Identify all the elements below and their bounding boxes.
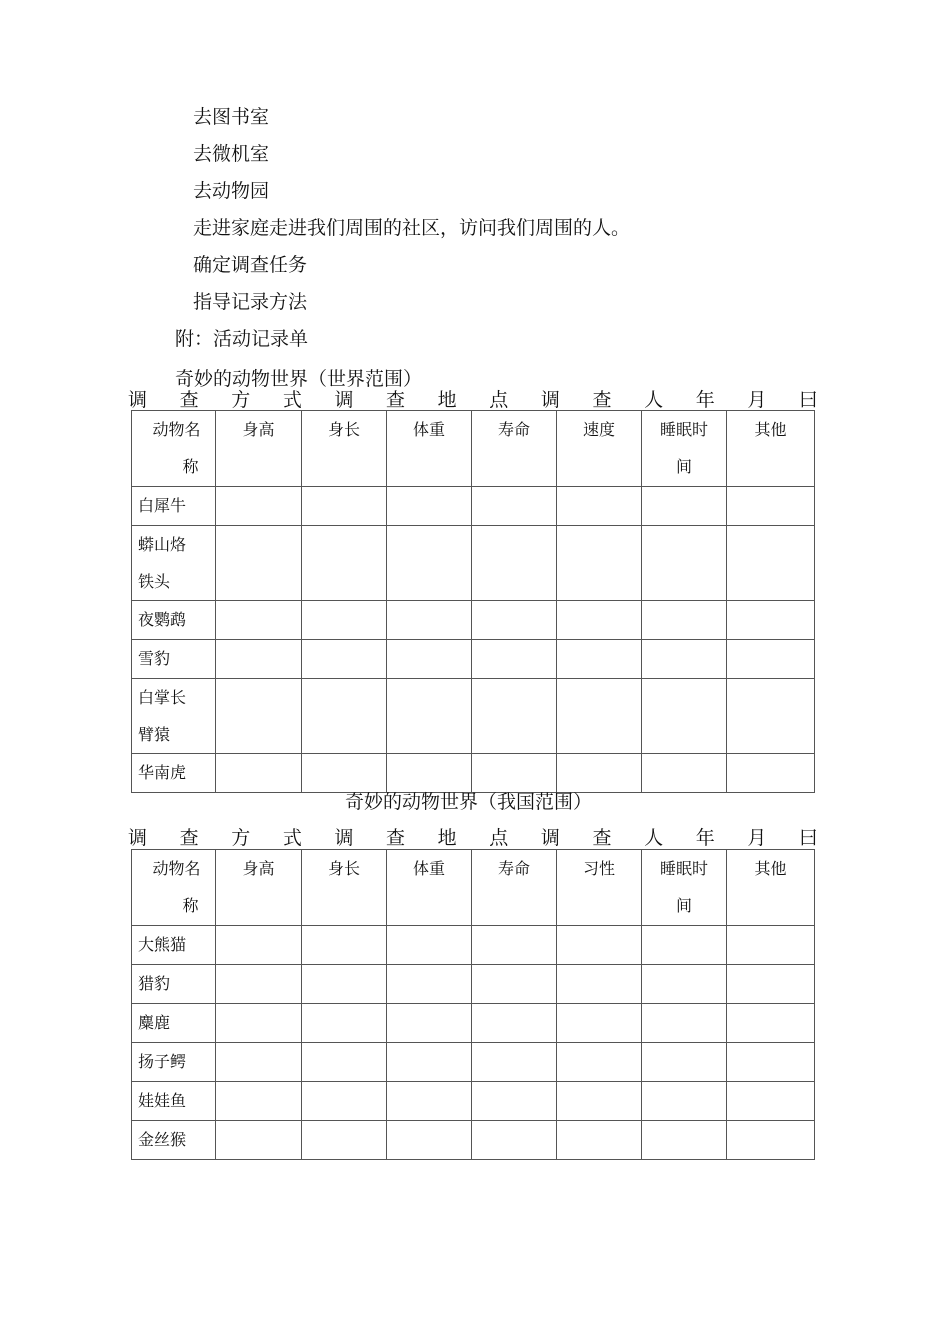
empty-cell[interactable]: [302, 965, 387, 1004]
text-line: 去图书室: [193, 106, 270, 128]
survey-label: 方: [231, 389, 251, 411]
table-row: [132, 1082, 815, 1121]
table-row: [132, 679, 815, 754]
animal-name: 大熊猫: [138, 935, 187, 954]
animal-name-cell: [132, 926, 216, 965]
empty-cell[interactable]: [727, 679, 815, 754]
empty-cell[interactable]: [557, 487, 642, 526]
empty-cell[interactable]: [727, 1121, 815, 1160]
animal-name: 雪豹: [138, 649, 171, 668]
header-cell: [727, 411, 815, 487]
empty-cell[interactable]: [216, 926, 302, 965]
table-row: [132, 1121, 815, 1160]
empty-cell[interactable]: [387, 926, 472, 965]
empty-cell[interactable]: [557, 1121, 642, 1160]
empty-cell[interactable]: [387, 754, 472, 793]
empty-cell[interactable]: [472, 1121, 557, 1160]
survey-label: 查: [386, 389, 406, 411]
empty-cell[interactable]: [302, 1004, 387, 1043]
empty-cell[interactable]: [302, 926, 387, 965]
empty-cell[interactable]: [216, 679, 302, 754]
header-cell: [302, 850, 387, 926]
survey-label: 人: [644, 827, 664, 849]
empty-cell[interactable]: [642, 1082, 727, 1121]
empty-cell[interactable]: [387, 640, 472, 679]
empty-cell[interactable]: [302, 1121, 387, 1160]
empty-cell[interactable]: [472, 965, 557, 1004]
header-text: 间: [675, 457, 692, 476]
empty-cell[interactable]: [727, 526, 815, 601]
animal-name: 娃娃鱼: [138, 1091, 187, 1110]
header-cell: [216, 411, 302, 487]
empty-cell[interactable]: [727, 965, 815, 1004]
empty-cell[interactable]: [557, 1043, 642, 1082]
empty-cell[interactable]: [387, 1121, 472, 1160]
survey-label: 方: [231, 827, 251, 849]
empty-cell[interactable]: [642, 1004, 727, 1043]
empty-cell[interactable]: [216, 754, 302, 793]
header-text: 身长: [327, 859, 360, 878]
header-text: 称: [182, 896, 199, 915]
survey-label: 查: [592, 827, 612, 849]
empty-cell[interactable]: [642, 679, 727, 754]
animal-name-cell: [132, 1043, 216, 1082]
empty-cell[interactable]: [216, 1082, 302, 1121]
empty-cell[interactable]: [642, 754, 727, 793]
empty-cell[interactable]: [642, 601, 727, 640]
empty-cell[interactable]: [557, 601, 642, 640]
appendix-label: 附：活动记录单: [175, 328, 309, 350]
text-line: 走进家庭走进我们周围的社区，访问我们周围的人。: [193, 217, 631, 239]
world-animal-table: [131, 410, 815, 793]
header-text: 间: [675, 896, 692, 915]
survey-label: 年: [695, 827, 715, 849]
table-row: [132, 640, 815, 679]
animal-name-cell: [132, 601, 216, 640]
survey-info-row-2: [128, 826, 818, 850]
empty-cell[interactable]: [557, 754, 642, 793]
table-row: [132, 754, 815, 793]
header-text: 速度: [582, 420, 615, 439]
china-animal-table: [131, 849, 815, 1160]
empty-cell[interactable]: [387, 601, 472, 640]
survey-label: 查: [179, 389, 199, 411]
empty-cell[interactable]: [472, 679, 557, 754]
header-text: 身长: [327, 420, 360, 439]
animal-name: 白掌长: [138, 688, 187, 707]
empty-cell[interactable]: [727, 1043, 815, 1082]
empty-cell[interactable]: [302, 1082, 387, 1121]
header-cell: [132, 411, 216, 487]
header-text: 睡眠时: [659, 859, 708, 878]
survey-label: 查: [592, 389, 612, 411]
empty-cell[interactable]: [216, 1043, 302, 1082]
animal-name: 麋鹿: [138, 1013, 171, 1032]
empty-cell[interactable]: [302, 487, 387, 526]
animal-name-cell: [132, 754, 216, 793]
survey-label: 月: [747, 389, 767, 411]
empty-cell[interactable]: [216, 487, 302, 526]
header-cell: [472, 850, 557, 926]
empty-cell[interactable]: [557, 640, 642, 679]
header-cell: [642, 411, 727, 487]
empty-cell[interactable]: [387, 526, 472, 601]
empty-cell[interactable]: [642, 487, 727, 526]
table-row: [132, 926, 815, 965]
survey-label: 调: [334, 827, 354, 849]
empty-cell[interactable]: [557, 1082, 642, 1121]
empty-cell[interactable]: [216, 640, 302, 679]
empty-cell[interactable]: [557, 926, 642, 965]
survey-label: 查: [179, 827, 199, 849]
survey-label: 调: [540, 827, 560, 849]
text-line: 去动物园: [193, 180, 270, 202]
empty-cell[interactable]: [216, 965, 302, 1004]
survey-info-row-1: [128, 388, 818, 412]
header-text: 寿命: [497, 859, 530, 878]
empty-cell[interactable]: [302, 679, 387, 754]
table-row: [132, 965, 815, 1004]
empty-cell[interactable]: [727, 487, 815, 526]
empty-cell[interactable]: [472, 926, 557, 965]
animal-name-cell: [132, 1004, 216, 1043]
survey-label: 年: [695, 389, 715, 411]
empty-cell[interactable]: [302, 1043, 387, 1082]
survey-label: 查: [386, 827, 406, 849]
empty-cell[interactable]: [727, 1082, 815, 1121]
header-text: 寿命: [497, 420, 530, 439]
header-text: 体重: [412, 859, 445, 878]
animal-name: 铁头: [138, 572, 171, 591]
empty-cell[interactable]: [472, 640, 557, 679]
animal-name: 猎豹: [138, 974, 171, 993]
empty-cell[interactable]: [472, 1043, 557, 1082]
empty-cell[interactable]: [642, 965, 727, 1004]
empty-cell[interactable]: [302, 601, 387, 640]
header-text: 其他: [754, 859, 787, 878]
text-line: 去微机室: [193, 143, 270, 165]
empty-cell[interactable]: [472, 1004, 557, 1043]
empty-cell[interactable]: [472, 487, 557, 526]
header-text: 睡眠时: [659, 420, 708, 439]
empty-cell[interactable]: [302, 754, 387, 793]
empty-cell[interactable]: [727, 926, 815, 965]
header-cell: [132, 850, 216, 926]
header-text: 身高: [242, 420, 275, 439]
table-header-row: [132, 411, 815, 487]
header-cell: [302, 411, 387, 487]
survey-label: 曰: [798, 389, 818, 411]
animal-name-cell: [132, 1121, 216, 1160]
table1-title: 奇妙的动物世界（世界范围）: [175, 368, 423, 390]
empty-cell[interactable]: [557, 526, 642, 601]
empty-cell[interactable]: [216, 1004, 302, 1043]
animal-name: 蟒山烙: [138, 535, 187, 554]
header-text: 动物名: [152, 859, 201, 878]
table-row: [132, 526, 815, 601]
table-row: [132, 601, 815, 640]
empty-cell[interactable]: [727, 754, 815, 793]
empty-cell[interactable]: [472, 1082, 557, 1121]
table-row: [132, 1043, 815, 1082]
header-text: 习性: [582, 859, 615, 878]
animal-name-cell: [132, 679, 216, 754]
empty-cell[interactable]: [472, 754, 557, 793]
survey-label: 曰: [798, 827, 818, 849]
animal-name: 臂猿: [138, 725, 171, 744]
animal-name-cell: [132, 526, 216, 601]
survey-label: 调: [540, 389, 560, 411]
header-cell: [642, 850, 727, 926]
header-text: 身高: [242, 859, 275, 878]
animal-name: 扬子鳄: [138, 1052, 187, 1071]
empty-cell[interactable]: [642, 926, 727, 965]
empty-cell[interactable]: [302, 526, 387, 601]
table-row: [132, 1004, 815, 1043]
table-header-row: [132, 850, 815, 926]
empty-cell[interactable]: [642, 640, 727, 679]
header-cell: [727, 850, 815, 926]
header-cell: [387, 850, 472, 926]
empty-cell[interactable]: [642, 1121, 727, 1160]
survey-label: 调: [334, 389, 354, 411]
empty-cell[interactable]: [642, 1043, 727, 1082]
text-line: 指导记录方法: [193, 291, 308, 313]
survey-label: 月: [747, 827, 767, 849]
empty-cell[interactable]: [472, 526, 557, 601]
header-text: 动物名: [152, 420, 201, 439]
empty-cell[interactable]: [387, 965, 472, 1004]
animal-name-cell: [132, 965, 216, 1004]
empty-cell[interactable]: [557, 679, 642, 754]
survey-label: 地: [437, 389, 457, 411]
empty-cell[interactable]: [557, 1004, 642, 1043]
animal-name-cell: [132, 1082, 216, 1121]
animal-name: 金丝猴: [138, 1130, 187, 1149]
survey-label: 人: [644, 389, 664, 411]
animal-name: 白犀牛: [138, 496, 187, 515]
empty-cell[interactable]: [216, 601, 302, 640]
animal-name-cell: [132, 640, 216, 679]
survey-label: 点: [489, 827, 509, 849]
empty-cell[interactable]: [727, 640, 815, 679]
header-cell: [557, 850, 642, 926]
empty-cell[interactable]: [387, 1043, 472, 1082]
survey-label: 地: [437, 827, 457, 849]
table2-title: 奇妙的动物世界（我国范围）: [345, 791, 593, 813]
empty-cell[interactable]: [727, 601, 815, 640]
animal-name: 华南虎: [138, 763, 187, 782]
table-row: [132, 487, 815, 526]
header-text: 其他: [754, 420, 787, 439]
empty-cell[interactable]: [642, 526, 727, 601]
empty-cell[interactable]: [387, 679, 472, 754]
empty-cell[interactable]: [727, 1004, 815, 1043]
header-text: 称: [182, 457, 199, 476]
header-cell: [387, 411, 472, 487]
survey-label: 调: [128, 389, 148, 411]
header-text: 体重: [412, 420, 445, 439]
empty-cell[interactable]: [302, 640, 387, 679]
survey-label: 式: [282, 827, 302, 849]
empty-cell[interactable]: [387, 487, 472, 526]
animal-name-cell: [132, 487, 216, 526]
empty-cell[interactable]: [472, 601, 557, 640]
empty-cell[interactable]: [557, 965, 642, 1004]
empty-cell[interactable]: [216, 526, 302, 601]
survey-label: 调: [128, 827, 148, 849]
empty-cell[interactable]: [387, 1082, 472, 1121]
header-cell: [216, 850, 302, 926]
empty-cell[interactable]: [216, 1121, 302, 1160]
empty-cell[interactable]: [387, 1004, 472, 1043]
text-line: 确定调查任务: [193, 254, 308, 276]
header-cell: [557, 411, 642, 487]
survey-label: 式: [282, 389, 302, 411]
header-cell: [472, 411, 557, 487]
animal-name: 夜鹦鹉: [138, 610, 187, 629]
survey-label: 点: [489, 389, 509, 411]
